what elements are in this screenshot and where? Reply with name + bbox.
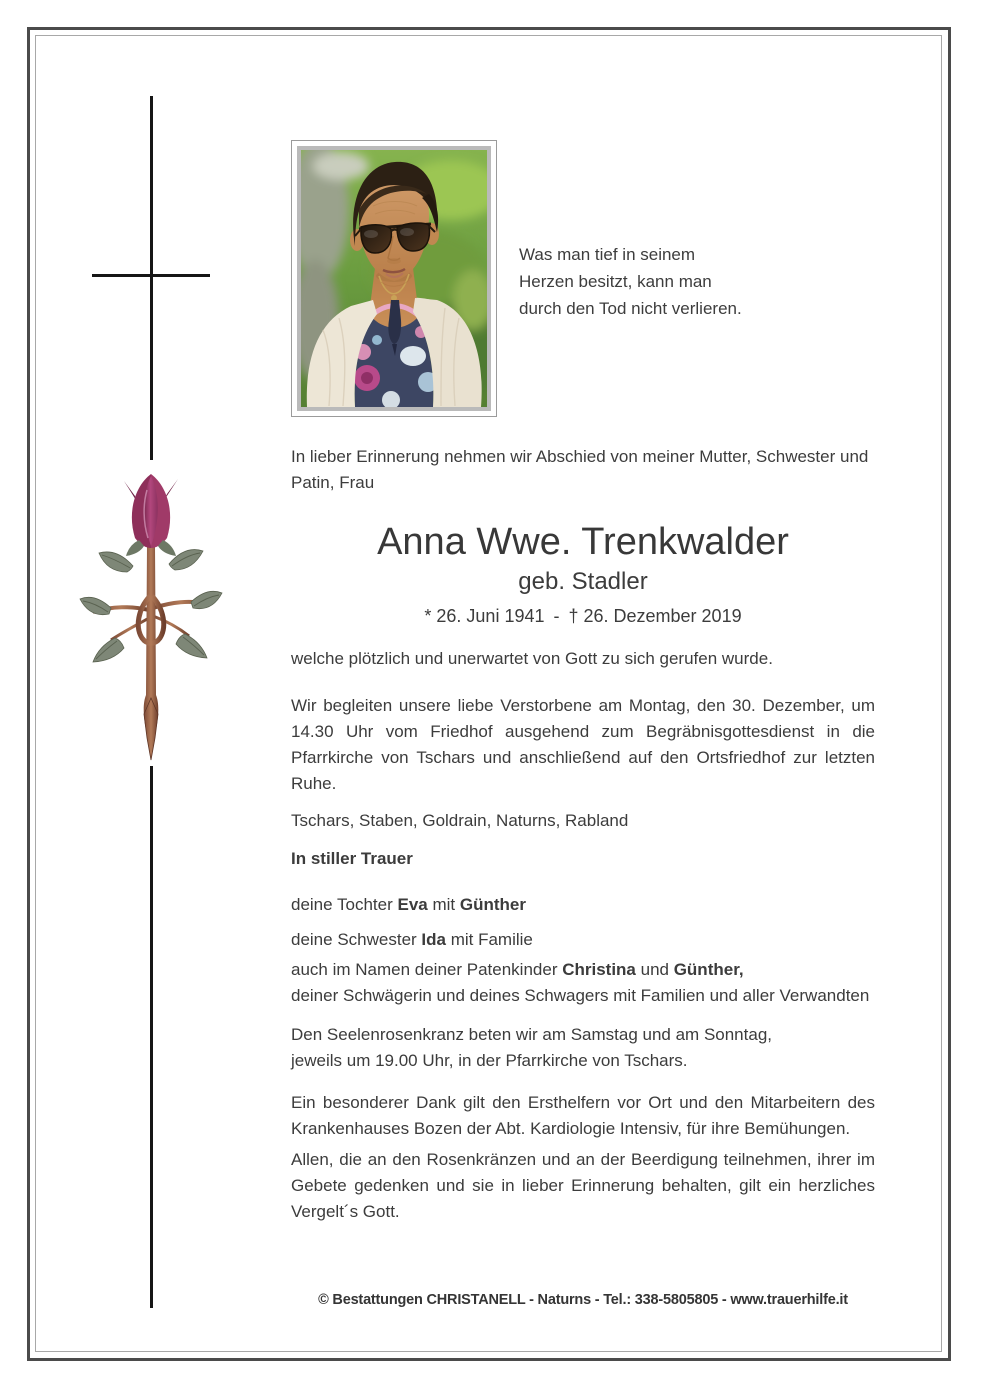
mourning-header: In stiller Trauer xyxy=(291,849,413,868)
quote-line: durch den Tod nicht verlieren. xyxy=(519,299,742,318)
places-list: Tschars, Staben, Goldrain, Naturns, Rabland xyxy=(291,811,629,830)
thanks-text: Ein besonderer Dank gilt den Ersthelfern vor Ort und den Mitarbeitern des Krankenhauses Bozen der Abt. Kardiologie Intensiv, für ihre Bemühungen. xyxy=(291,1093,875,1138)
quote-line: Was man tief in seinem xyxy=(519,245,696,264)
rose-icon xyxy=(77,460,225,766)
intro-text: In lieber Erinnerung nehmen wir Abschied von meiner Mutter, Schwester und Patin, Frau xyxy=(291,447,869,492)
memorial-quote xyxy=(519,241,839,322)
deceased-name: Anna Wwe. Trenkwalder xyxy=(377,521,789,563)
maiden-name: geb. Stadler xyxy=(518,568,648,595)
funeral-home-footer: © Bestattungen CHRISTANELL - Naturns - Tel.: 338-5805805 - www.trauerhilfe.it xyxy=(318,1292,848,1308)
portrait-photo-frame xyxy=(291,140,497,417)
portrait-photo xyxy=(297,146,491,411)
cross-icon-arm xyxy=(92,274,210,277)
announcement-body xyxy=(291,444,875,1225)
remembrance-text: Allen, die an den Rosenkränzen und an der Beerdigung teilnehmen, ihrer im Gebete gedenken und sie in lieber Erinnerung behalten, gilt ein herzliches Vergelt´s Gott. xyxy=(291,1150,875,1221)
mourner-daughter: deine Tochter Eva mit Günther xyxy=(291,895,526,914)
mourner-godchildren: auch im Namen deiner Patenkinder Christina und Günther, deiner Schwägerin und deines Schwagers mit Familien und aller Verwandten xyxy=(291,960,870,1005)
called-note: welche plötzlich und unerwartet von Gott zu sich gerufen wurde. xyxy=(291,649,773,668)
funeral-details: Wir begleiten unsere liebe Verstorbene am Montag, den 30. Dezember, um 14.30 Uhr vom Friedhof ausgehend zum Begräbnisgottesdienst in die Pfarrkirche von Tschars und anschließend auf den Ortsfriedhof zur letzten Ruhe. xyxy=(291,696,875,793)
mourner-sister: deine Schwester Ida mit Familie xyxy=(291,930,533,949)
quote-line: Herzen besitzt, kann man xyxy=(519,272,712,291)
rosary-info: Den Seelenrosenkranz beten wir am Samstag und am Sonntag, jeweils um 19.00 Uhr, in der Pfarrkirche von Tschars. xyxy=(291,1025,772,1070)
life-dates: * 26. Juni 1941 - † 26. Dezember 2019 xyxy=(424,606,742,626)
